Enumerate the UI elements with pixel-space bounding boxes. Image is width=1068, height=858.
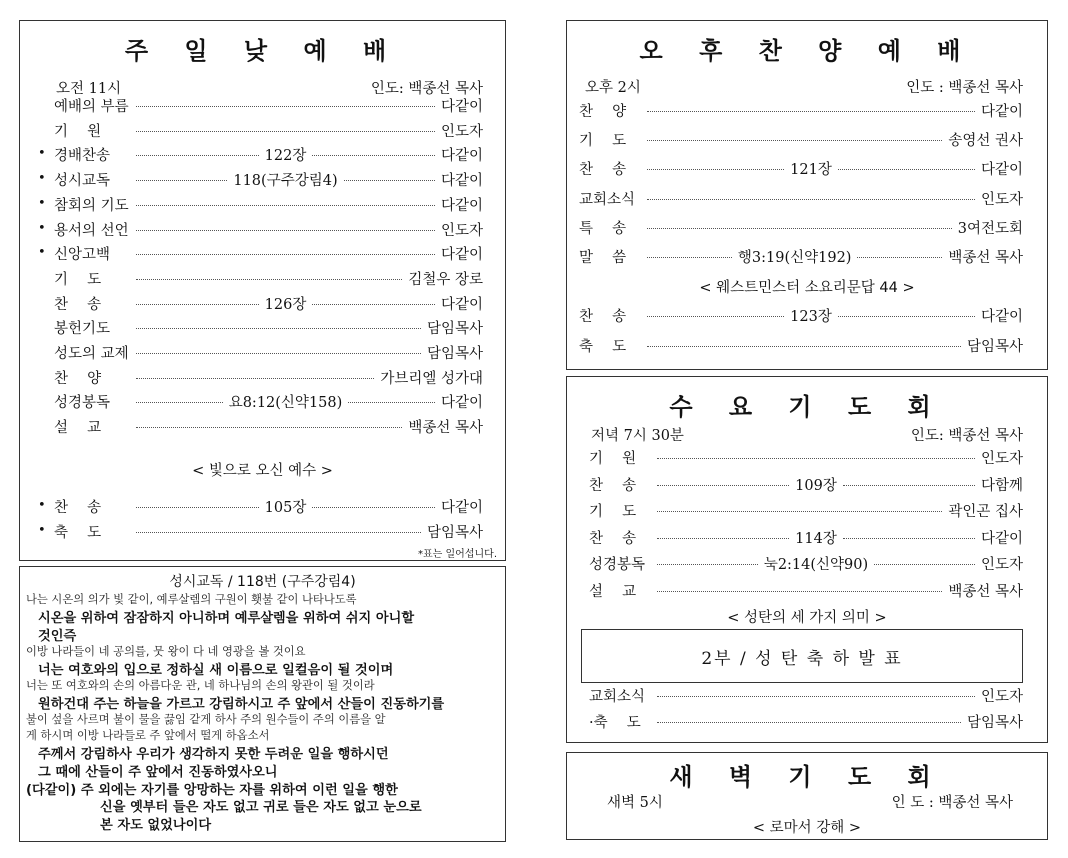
leader-dots <box>136 279 402 280</box>
leader-dots <box>657 458 975 459</box>
reading-leader-line: 게 하시며 이방 나라들로 주 앞에서 떨게 하옵소서 <box>26 729 270 742</box>
order-item-label: 기 원 <box>589 451 637 467</box>
order-item-label: 용서의 선언 <box>54 222 129 239</box>
order-item-leader: 곽인곤 집사 <box>948 504 1023 520</box>
order-item-label: 신앙고백 <box>54 247 111 264</box>
order-item-leader: 다같이 <box>980 162 1023 179</box>
reading-people-line: 신을 옛부터 들은 자도 없고 귀로 들은 자도 없고 눈으로 <box>100 800 422 816</box>
sunday-sermon-title: < 빛으로 오신 예수 > <box>192 463 333 479</box>
order-item-label: 봉헌기도 <box>54 321 111 338</box>
order-item-label: 찬 송 <box>589 477 637 494</box>
order-item <box>54 219 483 240</box>
reading-title: 성시교독 / 118번 (구주강림4) <box>169 574 356 590</box>
order-item-leader: 인도자 <box>980 557 1024 573</box>
afternoon-catechism: < 웨스트민스터 소요리문답 44 > <box>699 280 915 296</box>
order-item <box>54 416 483 437</box>
reading-people-line: 본 자도 없었나이다 <box>100 817 212 833</box>
leader-dots <box>136 205 435 206</box>
order-item <box>589 580 1023 601</box>
leader-dots <box>647 228 952 229</box>
order-item-leader: 인도자 <box>980 451 1023 467</box>
order-item-label: 참회의 기도 <box>54 197 129 214</box>
order-item-leader: 백종선 목사 <box>948 583 1023 600</box>
order-item-leader: 다같이 <box>440 296 483 313</box>
order-item-label: 기 도 <box>54 271 102 288</box>
order-item-detail: 118(구주강림4) <box>233 173 338 190</box>
standing-marker: • <box>38 245 46 261</box>
leader-dots <box>647 199 975 200</box>
standing-marker: • <box>38 146 46 162</box>
order-item <box>54 317 483 338</box>
standing-marker: • <box>38 195 46 211</box>
order-item <box>54 496 483 517</box>
wednesday-time: 저녁 7시 30분 <box>591 428 684 444</box>
leader-dots <box>348 402 435 403</box>
order-item-label: 성경봉독 <box>54 395 111 412</box>
leader-dots <box>657 485 789 486</box>
dawn-header <box>607 791 1013 812</box>
order-item-label: 찬 양 <box>579 104 627 120</box>
order-item <box>589 474 1023 495</box>
order-item <box>589 711 1023 732</box>
order-item-detail: 눅2:14(신약90) <box>763 557 869 573</box>
order-item-leader: 인도자 <box>980 689 1023 705</box>
order-item-label: 축 도 <box>54 525 102 541</box>
order-item-label: 예배의 부름 <box>54 99 129 115</box>
order-item <box>589 500 1023 521</box>
order-item-detail: 121장 <box>790 162 832 179</box>
order-item <box>579 217 1023 238</box>
standing-marker: • <box>38 498 46 513</box>
leader-dots <box>647 111 975 112</box>
afternoon-time: 오후 2시 <box>585 80 641 96</box>
sunday-time: 오전 11시 <box>56 81 122 97</box>
order-item-leader: 다같이 <box>440 197 483 214</box>
leader-dots <box>657 722 961 723</box>
order-item-label: 기 도 <box>579 133 627 150</box>
dawn-prayer-title: 새 벽 기 도 회 <box>669 763 945 791</box>
reading-leader-line: 이방 나라들이 네 공의를, 뭇 왕이 다 네 영광을 볼 것이요 <box>26 644 306 658</box>
leader-dots <box>312 507 435 508</box>
order-item-label: 찬 송 <box>54 500 102 516</box>
reading-people-line: (다같이) 주 외에는 자기를 앙망하는 자를 위하여 이런 일을 행한 <box>26 782 398 798</box>
order-item-label: 성경봉독 <box>589 557 646 573</box>
order-item-leader: 다함께 <box>980 477 1023 494</box>
afternoon-header <box>585 76 1023 97</box>
order-item-label: 찬 송 <box>589 530 637 547</box>
reading-leader-line: 나는 시온의 의가 빛 같이, 예루살렘의 구원이 횃불 같이 나타나도록 <box>26 593 357 606</box>
order-item-label: 말 씀 <box>579 250 627 266</box>
leader-dots <box>647 346 961 347</box>
order-item-leader: 담임목사 <box>426 321 483 338</box>
sunday-service-title: 주 일 낮 예 배 <box>124 37 401 65</box>
order-item-leader: 인도자 <box>980 191 1023 208</box>
reading-people-line: 것인즉 <box>38 629 77 644</box>
order-item-label: 설 교 <box>54 420 102 437</box>
reading-people-line: 주께서 강림하사 우리가 생각하지 못한 두려운 일을 행하시던 <box>38 747 389 763</box>
leader-dots <box>136 230 435 231</box>
leader-dots <box>136 378 374 379</box>
afternoon-service-title: 오 후 찬 양 예 배 <box>639 37 975 65</box>
order-item-leader: 담임목사 <box>966 339 1023 355</box>
leader-dots <box>136 131 435 132</box>
order-item-label: 설 교 <box>589 583 637 600</box>
order-item-label: 찬 송 <box>54 296 102 313</box>
order-item-detail: 114장 <box>795 530 837 547</box>
order-item <box>54 243 483 264</box>
order-item-leader: 송영선 권사 <box>948 133 1023 150</box>
dawn-leader: 인 도 : 백종선 목사 <box>891 795 1013 811</box>
leader-dots <box>647 169 784 170</box>
christmas-announcement-box <box>581 629 1023 683</box>
order-item-leader: 담임목사 <box>426 525 483 541</box>
order-item-leader: 김철우 장로 <box>408 271 483 288</box>
order-item-label: 기 원 <box>54 123 102 140</box>
order-item <box>579 129 1023 150</box>
order-item-detail: 요8:12(신약158) <box>228 395 343 412</box>
order-item-leader: 다같이 <box>440 395 484 412</box>
leader-dots <box>657 511 942 512</box>
reading-people-line: 시온을 위하여 잠잠하지 아니하며 예루살렘을 위하여 쉬지 아니할 <box>38 611 415 627</box>
leader-dots <box>647 140 942 141</box>
order-item-detail: 126장 <box>264 296 307 313</box>
order-item-leader: 3여전도회 <box>957 220 1023 237</box>
leader-dots <box>136 180 227 181</box>
order-item-label: 축 도 <box>579 339 627 355</box>
standing-marker: • <box>38 171 46 187</box>
order-item <box>579 100 1023 121</box>
leader-dots <box>843 485 975 486</box>
leader-dots <box>136 328 421 329</box>
order-item-leader: 다같이 <box>440 99 483 115</box>
leader-dots <box>136 304 259 305</box>
leader-dots <box>136 427 402 428</box>
order-item-label: ·축 도 <box>589 715 641 731</box>
order-item-leader: 다같이 <box>980 530 1023 547</box>
order-item-detail: 122장 <box>264 148 307 165</box>
leader-dots <box>647 257 732 258</box>
leader-dots <box>657 538 789 539</box>
leader-dots <box>657 591 942 592</box>
leader-dots <box>838 316 975 317</box>
reading-people-line: 원하건대 주는 하늘을 가르고 강림하시고 주 앞에서 산들이 진동하기를 <box>38 697 445 712</box>
order-item-leader: 다같이 <box>980 309 1023 325</box>
wednesday-leader: 인도: 백종선 목사 <box>910 428 1023 444</box>
order-item <box>54 391 483 412</box>
order-item-label: 교회소식 <box>589 689 646 705</box>
order-item-detail: 109장 <box>795 477 837 494</box>
responsive-reading-box <box>19 566 506 842</box>
sunday-service-box <box>19 20 506 561</box>
order-item-leader: 다같이 <box>440 148 483 165</box>
order-item <box>54 169 483 190</box>
leader-dots <box>657 564 758 565</box>
order-item <box>589 553 1023 574</box>
order-item <box>54 144 483 165</box>
order-item-label: 성도의 교제 <box>54 346 129 362</box>
order-item-detail: 123장 <box>790 309 832 325</box>
order-item <box>54 194 483 215</box>
order-item <box>589 527 1023 548</box>
wednesday-header <box>591 424 1023 445</box>
order-item-leader: 다같이 <box>980 104 1023 120</box>
leader-dots <box>647 316 784 317</box>
reading-people-line: 너는 여호와의 입으로 정하실 새 이름으로 일컬음이 될 것이며 <box>38 663 394 678</box>
order-item <box>589 685 1023 706</box>
leader-dots <box>312 155 435 156</box>
leader-dots <box>136 155 259 156</box>
wednesday-prayer-box <box>566 376 1048 743</box>
order-item <box>579 158 1023 179</box>
order-item-label: 교회소식 <box>579 191 636 208</box>
order-item-label: 경배찬송 <box>54 148 111 165</box>
leader-dots <box>136 254 435 255</box>
sunday-leader: 인도: 백종선 목사 <box>370 81 483 97</box>
order-item <box>54 268 483 289</box>
leader-dots <box>136 532 421 533</box>
order-item <box>579 188 1023 209</box>
leader-dots <box>857 257 942 258</box>
afternoon-leader: 인도 : 백종선 목사 <box>906 80 1023 96</box>
reading-leader-line: 불이 섶을 사르며 불이 물을 끓임 같게 하사 주의 원수들이 주의 이름을 알 <box>26 712 386 726</box>
leader-dots <box>657 696 975 697</box>
order-item-label: 기 도 <box>589 504 637 520</box>
leader-dots <box>838 169 975 170</box>
leader-dots <box>136 507 259 508</box>
order-item <box>579 305 1023 326</box>
wednesday-sermon-title: < 성탄의 세 가지 의미 > <box>727 610 887 626</box>
order-item-leader: 담임목사 <box>966 715 1023 731</box>
order-item <box>54 95 483 116</box>
standing-note: *표는 일어섭니다. <box>418 549 497 560</box>
reading-people-line: 그 때에 산들이 주 앞에서 진동하였사오니 <box>38 765 278 780</box>
order-item-label: 찬 송 <box>579 162 627 179</box>
standing-marker: • <box>38 523 46 538</box>
order-item-label: 성시교독 <box>54 173 111 190</box>
order-item <box>54 367 483 388</box>
afternoon-service-box <box>566 20 1048 370</box>
leader-dots <box>874 564 975 565</box>
order-item <box>54 521 483 542</box>
order-item-label: 특 송 <box>579 220 627 237</box>
leader-dots <box>344 180 435 181</box>
order-item <box>54 342 483 363</box>
leader-dots <box>843 538 975 539</box>
order-item <box>579 246 1023 267</box>
order-item-detail: 105장 <box>264 500 307 516</box>
leader-dots <box>136 353 421 354</box>
christmas-announcement: 2부 / 성 탄 축 하 발 표 <box>701 648 903 669</box>
order-item-leader: 가브리엘 성가대 <box>380 370 483 387</box>
order-item-leader: 인도자 <box>440 123 483 140</box>
leader-dots <box>136 402 223 403</box>
order-item-leader: 다같이 <box>440 173 483 190</box>
order-item <box>589 447 1023 468</box>
order-item-label: 찬 양 <box>54 370 102 387</box>
wednesday-prayer-title: 수 요 기 도 회 <box>669 393 945 421</box>
dawn-study-title: < 로마서 강해 > <box>752 820 862 836</box>
order-item-label: 찬 송 <box>579 309 627 325</box>
dawn-time: 새벽 5시 <box>607 795 663 811</box>
order-item-leader: 백종선 목사 <box>948 250 1024 266</box>
standing-marker: • <box>38 220 46 236</box>
order-item-leader: 다같이 <box>440 247 483 264</box>
leader-dots <box>136 106 435 107</box>
order-item-detail: 행3:19(신약192) <box>737 250 852 266</box>
leader-dots <box>312 304 435 305</box>
order-item-leader: 인도자 <box>440 222 483 239</box>
order-item-leader: 백종선 목사 <box>408 420 483 437</box>
dawn-prayer-box <box>566 752 1048 840</box>
order-item <box>54 293 483 314</box>
reading-leader-line: 너는 또 여호와의 손의 아름다운 관, 네 하나님의 손의 왕관이 될 것이라 <box>26 678 375 692</box>
order-item-leader: 담임목사 <box>426 346 483 362</box>
order-item-leader: 다같이 <box>440 500 483 516</box>
order-item <box>54 120 483 141</box>
order-item <box>579 335 1023 356</box>
